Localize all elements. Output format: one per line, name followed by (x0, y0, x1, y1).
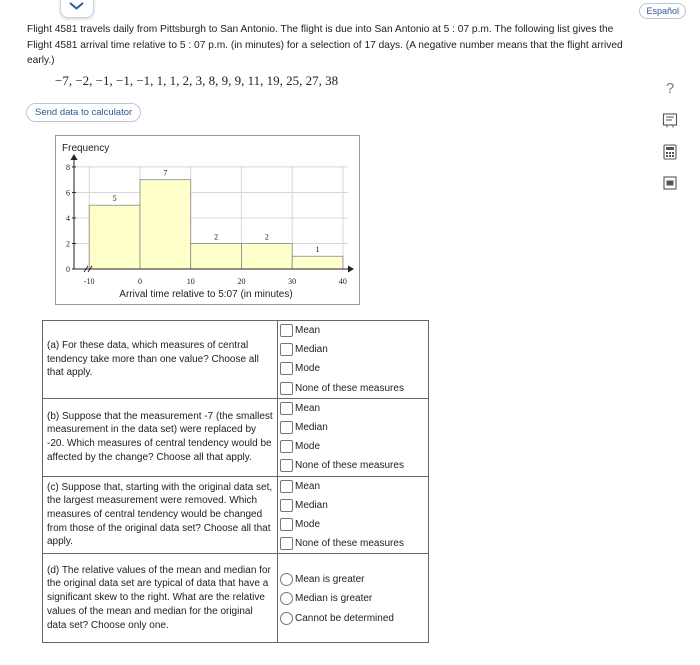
question-text-b: (b) Suppose that the measurement -7 (the smallest measurement in the data set) were replaced by -20. Which measures of central tendency would be affected by the change? Choose all that apply. (43, 398, 278, 476)
checkbox-option-c-0[interactable] (278, 477, 428, 496)
x-axis-label: Arrival time relative to 5:07 (in minutes) (119, 289, 293, 300)
checkbox[interactable] (280, 362, 293, 375)
x-tick-label: -10 (83, 277, 95, 286)
checkbox[interactable] (280, 343, 293, 356)
option-label: Median (295, 422, 328, 434)
question-row-a (43, 321, 429, 399)
bar-value-label: 2 (264, 232, 269, 242)
y-tick-label: 6 (66, 188, 70, 198)
histogram-bar (89, 205, 140, 269)
checkbox[interactable] (280, 440, 293, 453)
option-label: Mean (295, 325, 321, 337)
histogram-bar (191, 243, 242, 269)
ocr-icon (663, 176, 677, 190)
checkbox-option-b-0[interactable] (278, 399, 428, 418)
checkbox-option-b-1[interactable] (278, 418, 428, 437)
question-text-a: (a) For these data, which measures of central tendency take more than one value? Choose all that apply. (43, 321, 278, 399)
x-tick-label: 40 (338, 277, 347, 286)
checkbox[interactable] (280, 499, 293, 512)
answer-options-a (278, 321, 429, 399)
book-icon (662, 112, 678, 128)
checkbox-option-a-1[interactable] (278, 340, 428, 359)
espanol-button[interactable]: Español (639, 3, 686, 19)
x-tick-label: 20 (237, 277, 246, 286)
help-button[interactable] (660, 80, 680, 97)
calculator-icon (663, 144, 677, 160)
question-row-b (43, 398, 429, 476)
checkbox[interactable] (280, 537, 293, 550)
option-label: None of these measures (295, 460, 404, 472)
checkbox-option-a-2[interactable] (278, 359, 428, 378)
radio-option-d-0[interactable] (278, 569, 428, 589)
questions-table (42, 320, 429, 643)
calculator-button[interactable] (660, 144, 680, 160)
checkbox-option-b-2[interactable] (278, 437, 428, 456)
x-tick-label: 0 (137, 277, 142, 286)
radio-option-d-2[interactable] (278, 608, 428, 628)
option-label: Mode (295, 518, 321, 530)
x-tick-label: 30 (288, 277, 297, 286)
histogram-svg (56, 136, 359, 304)
y-tick-label: 0 (66, 265, 70, 274)
radio-button[interactable] (280, 573, 293, 586)
checkbox[interactable] (280, 402, 293, 415)
x-tick-label: 10 (186, 277, 195, 286)
checkbox[interactable] (280, 459, 293, 472)
checkbox-option-c-1[interactable] (278, 496, 428, 515)
y-tick-label: 8 (66, 162, 70, 172)
radio-option-d-1[interactable] (278, 589, 428, 609)
option-label: Mean is greater (295, 573, 365, 585)
option-label: Mode (295, 363, 321, 375)
histogram-bar (241, 243, 292, 269)
collapse-tab[interactable] (60, 0, 94, 18)
chevron-down-icon (69, 2, 84, 10)
checkbox[interactable] (280, 324, 293, 337)
histogram-chart (55, 135, 360, 305)
radio-button[interactable] (280, 612, 293, 625)
y-axis-label: Frequency (62, 143, 110, 154)
checkbox[interactable] (280, 421, 293, 434)
bar-value-label: 5 (112, 194, 117, 204)
bar-value-label: 7 (163, 168, 168, 178)
option-label: Mean (295, 480, 321, 492)
checkbox-option-a-0[interactable] (278, 321, 428, 340)
answer-options-b (278, 398, 429, 476)
checkbox[interactable] (280, 382, 293, 395)
checkbox-option-c-2[interactable] (278, 515, 428, 534)
answer-options-c (278, 476, 429, 554)
question-row-c (43, 476, 429, 554)
textbook-button[interactable] (660, 112, 680, 128)
bar-value-label: 2 (214, 232, 219, 242)
question-text-d: (d) The relative values of the mean and median for the original data set are typical of data that have a significant skew to the right. What are the relative values of the mean and median for the original data set? Choose only one. (43, 554, 278, 643)
ocr-button[interactable] (660, 176, 680, 190)
checkbox-option-b-3[interactable] (278, 456, 428, 475)
checkbox[interactable] (280, 480, 293, 493)
send-data-to-calculator-button[interactable]: Send data to calculator (26, 103, 141, 122)
option-label: None of these measures (295, 382, 404, 394)
help-icon: ? (665, 80, 675, 97)
histogram-bar (140, 180, 191, 269)
option-label: Mean (295, 402, 321, 414)
checkbox[interactable] (280, 518, 293, 531)
question-row-d (43, 554, 429, 643)
data-list: −7, −2, −1, −1, −1, 1, 1, 2, 3, 8, 9, 9, 11, 19, 25, 27, 38 (55, 73, 339, 88)
y-tick-label: 2 (66, 239, 70, 249)
radio-button[interactable] (280, 592, 293, 605)
option-label: Mode (295, 441, 321, 453)
bar-value-label: 1 (315, 245, 320, 255)
answer-options-d (278, 554, 429, 643)
option-label: Median (295, 344, 328, 356)
option-label: Cannot be determined (295, 612, 394, 624)
problem-intro: Flight 4581 travels daily from Pittsburgh to San Antonio. The flight is due into San Antonio at 5 : 07 p.m. The following list gives the Flight 4581 arrival time relative to 5 : 07 p.m. (in minutes) for a selection of 17 days. (A negative number means that the flight arrived early.) (27, 24, 623, 66)
histogram-bar (292, 256, 343, 269)
y-tick-label: 4 (66, 213, 70, 223)
option-label: Median is greater (295, 593, 373, 604)
checkbox-option-a-3[interactable] (278, 379, 428, 398)
option-label: None of these measures (295, 538, 404, 550)
option-label: Median (295, 499, 328, 511)
question-text-c: (c) Suppose that, starting with the original data set, the largest measurement were removed. Which measures of central tendency would be changed from those of the original data set? Choose all that apply. (43, 476, 278, 554)
checkbox-option-c-3[interactable] (278, 534, 428, 553)
